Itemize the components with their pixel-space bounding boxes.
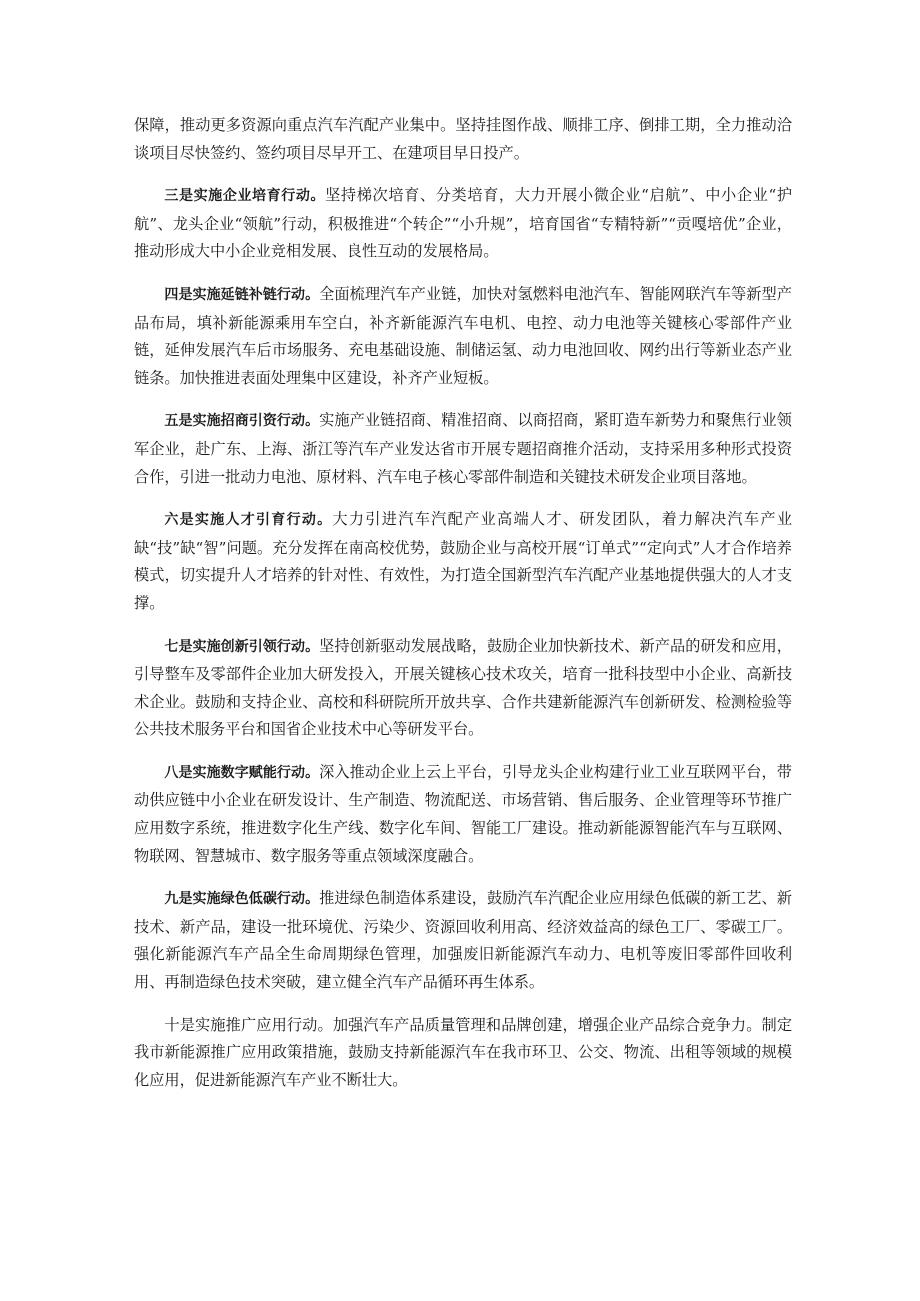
paragraph-talent xyxy=(134,506,792,617)
paragraph-text: 推进绿色制造体系建设，鼓励汽车汽配企业应用绿色低碳的新工艺、新技术、新产品，建设一批环境优、污染少、资源回收利用高、经济效益高的绿色工厂、零碳工厂。强化新能源汽车产品全生命周期绿色管理，加强废旧新能源汽车动力、电机等废旧零部件回收利用、再制造绿色技术突破，建立健全汽车产品循环再生体系。 xyxy=(134,889,792,992)
paragraph-text: 坚持梯次培育、分类培育，大力开展小微企业“启航”、中小企业“护航”、龙头企业“领航”行动，积极推进“个转企”“小升规”，培育国省“专精特新”“贡嘎培优”企业，推动形成大中小企业竞相发展、良性互动的发展格局。 xyxy=(134,186,793,261)
paragraph-chain-extension xyxy=(134,281,792,392)
paragraph-heading: 三是实施企业培育行动。 xyxy=(164,188,326,205)
paragraph-text: 实施产业链招商、精准招商、以商招商，紧盯造车新势力和聚焦行业领军企业，赴广东、上海、浙江等汽车产业发达省市开展专题招商推介活动，支持采用多种形式投资合作，引进一批动力电池、原材料、汽车电子核心零部件制造和关键技术研发企业项目落地。 xyxy=(134,411,792,486)
paragraph-heading: 四是实施延链补链行动。 xyxy=(164,286,320,303)
paragraph-enterprise-cultivation xyxy=(134,182,792,266)
paragraph-text: 大力引进汽车汽配产业高端人才、研发团队，着力解决汽车产业缺“技”缺“智”问题。充分发挥在南高校优势，鼓励企业与高校开展“订单式”“定向式”人才合作培养模式，切实提升人才培养的针对性、有效性，为打造全国新型汽车汽配产业基地提供强大的人才支撑。 xyxy=(134,510,793,612)
paragraph-text: 全面梳理汽车产业链，加快对氢燃料电池汽车、智能网联汽车等新型产品布局，填补新能源乘用车空白，补齐新能源汽车电机、电控、动力电池等关键核心零部件产业链，延伸发展汽车后市场服务、充电基础设施、制储运氢、动力电池回收、网约出行等新业态产业链条。加快推进表面处理集中区建设，补齐产业短板。 xyxy=(134,284,792,387)
paragraph-text: 坚持创新驱动发展战略，鼓励企业加快新技术、新产品的研发和应用，引导整车及零部件企业加大研发投入，开展关键核心技术攻关，培育一批科技型中小企业、高新技术企业。鼓励和支持企业、高校和科研院所开放共享、合作共建新能源汽车创新研发、检测检验等公共技术服务平台和国省企业技术中心等研发平台。 xyxy=(134,636,792,739)
paragraph-investment-attraction xyxy=(134,407,792,491)
paragraph-innovation xyxy=(134,633,792,744)
paragraph-continuation xyxy=(134,112,792,167)
paragraph-heading: 七是实施创新引领行动。 xyxy=(164,638,320,655)
paragraph-green-low-carbon xyxy=(134,885,792,996)
paragraph-promotion xyxy=(134,1012,792,1095)
paragraph-digital xyxy=(134,759,792,870)
paragraph-heading: 五是实施招商引资行动。 xyxy=(164,413,320,430)
paragraph-heading: 十是实施推广应用行动。 xyxy=(164,1015,333,1034)
document-page xyxy=(134,112,792,1109)
paragraph-text: 加强汽车产品质量管理和品牌创建，增强企业产品综合竞争力。制定我市新能源推广应用政策措施，鼓励支持新能源汽车在我市环卫、公交、物流、出租等领域的规模化应用，促进新能源汽车产业不断壮大。 xyxy=(134,1015,793,1089)
paragraph-heading: 六是实施人才引育行动。 xyxy=(164,512,333,529)
paragraph-text: 深入推动企业上云上平台，引导龙头企业构建行业工业互联网平台，带动供应链中小企业在研发设计、生产制造、物流配送、市场营销、售后服务、企业管理等环节推广应用数字系统，推进数字化生产线、数字化车间、智能工厂建设。推动新能源智能汽车与互联网、物联网、智慧城市、数字服务等重点领域深度融合。 xyxy=(134,762,792,865)
paragraph-heading: 八是实施数字赋能行动。 xyxy=(164,764,320,781)
paragraph-text: 保障，推动更多资源向重点汽车汽配产业集中。坚持挂图作战、顺排工序、倒排工期，全力推动洽谈项目尽快签约、签约项目尽早开工、在建项目早日投产。 xyxy=(134,116,792,162)
paragraph-heading: 九是实施绿色低碳行动。 xyxy=(164,891,320,908)
